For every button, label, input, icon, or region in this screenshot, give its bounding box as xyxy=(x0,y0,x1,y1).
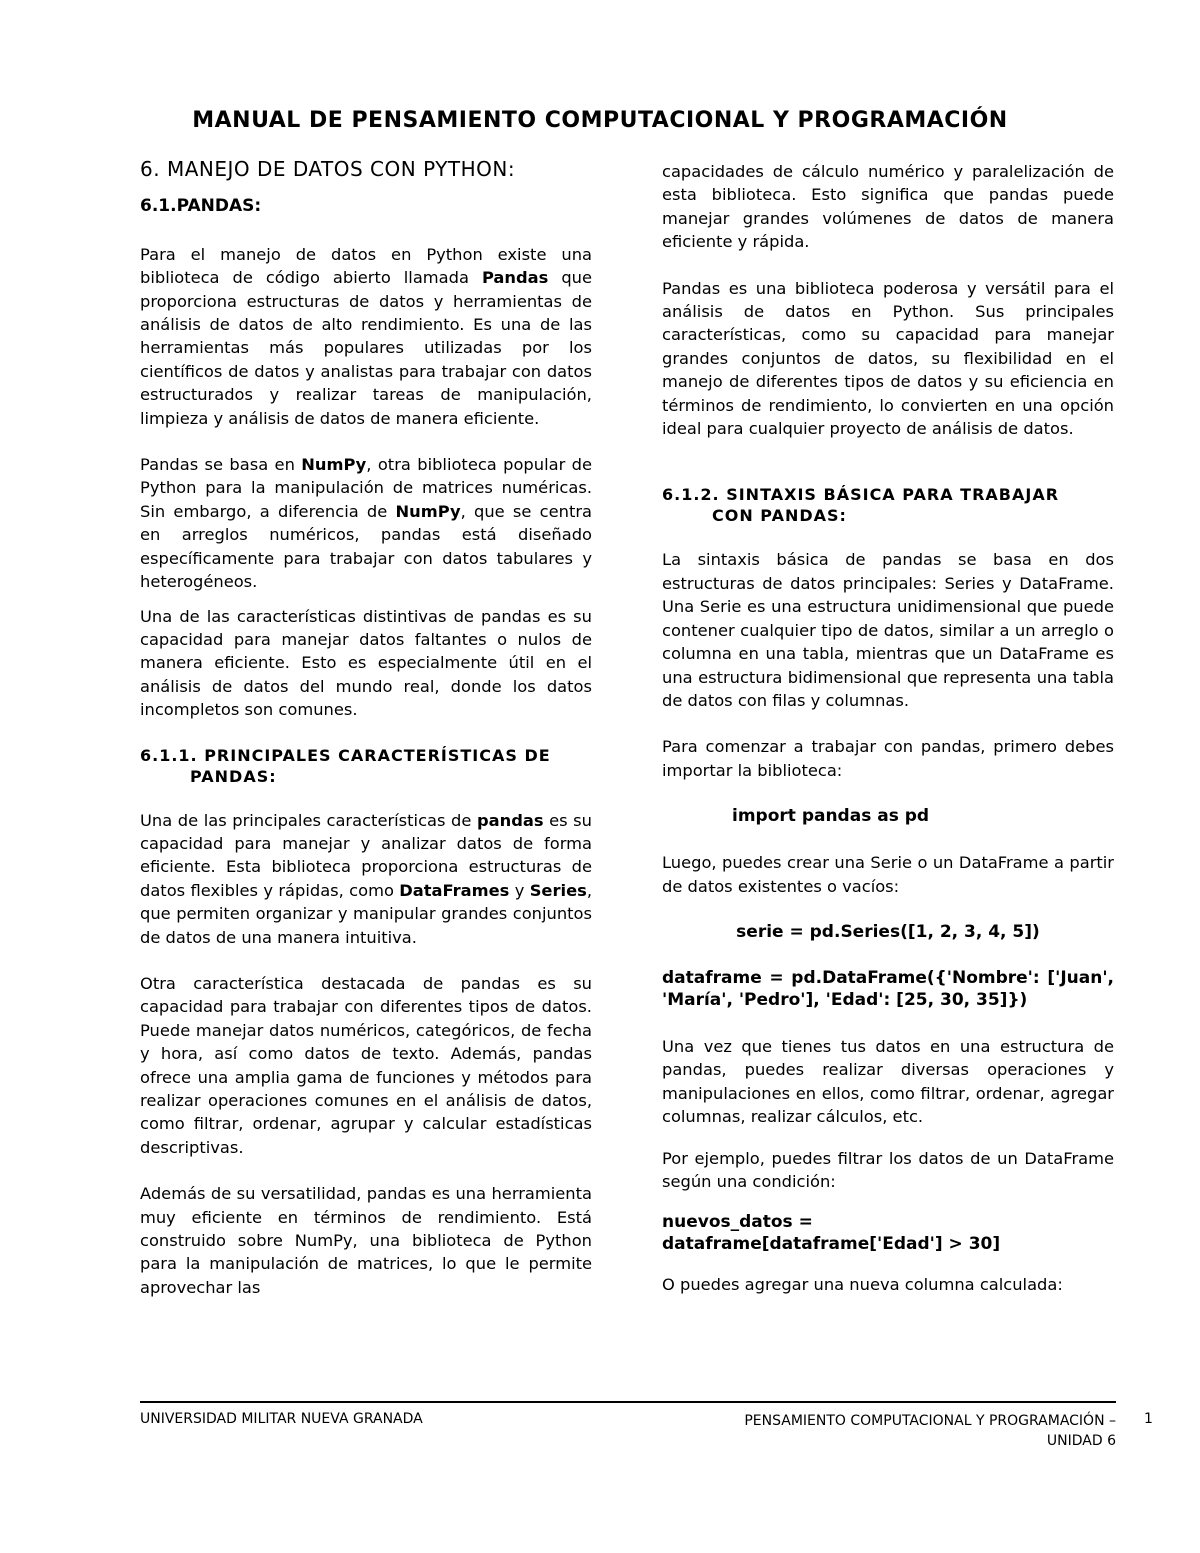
footer-divider xyxy=(140,1401,1116,1403)
paragraph-capacity: capacidades de cálculo numérico y paralelización de esta biblioteca. Esto significa que pandas puede manejar grandes volúmenes de datos de manera eficiente y rápida. xyxy=(662,162,1114,252)
text-run: Pandas se basa en xyxy=(140,455,302,475)
subsection-heading xyxy=(662,484,1114,526)
bold-term-pandas: Pandas xyxy=(481,268,549,288)
subsection-line: PANDAS: xyxy=(190,766,277,786)
text-run: y xyxy=(509,880,530,900)
code-dataframe: dataframe = pd.DataFrame({'Nombre': ['Juan', 'María', 'Pedro'], 'Edad': [25, 30, 35]}) xyxy=(662,967,1114,1010)
bold-term-dataframes: DataFrames xyxy=(399,880,510,900)
paragraph-filter: Por ejemplo, puedes filtrar los datos de un DataFrame según una condición: xyxy=(662,1148,1114,1191)
document-title: MANUAL DE PENSAMIENTO COMPUTACIONAL Y PROGRAMACIÓN xyxy=(192,108,1008,133)
page-number: 1 xyxy=(1144,1411,1153,1427)
code-import: import pandas as pd xyxy=(732,806,930,827)
section-heading: 6.1.PANDAS: xyxy=(140,196,262,217)
paragraph-performance: Además de su versatilidad, pandas es una herramienta muy eficiente en términos de rendimiento. Está construido sobre NumPy, una biblioteca de Python para la manipulación de matrices, lo que le permite aprovechar las xyxy=(140,1184,592,1297)
paragraph-missing-data: Una de las características distintivas de pandas es su capacidad para manejar datos faltantes o nulos de manera eficiente. Esto es especialmente útil en el análisis de datos del mundo real, donde los datos incompletos son comunes. xyxy=(140,606,592,720)
paragraph-create: Luego, puedes crear una Serie o un DataFrame a partir de datos existentes o vacíos: xyxy=(662,853,1114,896)
paragraph-import: Para comenzar a trabajar con pandas, primero debes importar la biblioteca: xyxy=(662,737,1114,780)
right-column xyxy=(662,160,1114,1308)
paragraph-syntax: La sintaxis básica de pandas se basa en dos estructuras de datos principales: Series y DataFrame. Una Serie es una estructura unidimensional que puede contener cualquier tipo de datos, similar a un arreglo o columna en una tabla, mientras que un DataFrame es una estructura bidimensional que representa una tabla de datos con filas y columnas. xyxy=(662,550,1114,710)
subsection-line: 6.1.1. PRINCIPALES CARACTERÍSTICAS DE xyxy=(140,745,551,765)
footer-unit: UNIDAD 6 xyxy=(1046,1433,1116,1449)
paragraph-add-column: O puedes agregar una nueva columna calculada: xyxy=(662,1275,1063,1295)
paragraph-operations: Una vez que tienes tus datos en una estructura de pandas, puedes realizar diversas operaciones y manipulaciones en ellos, como filtrar, ordenar, agregar columnas, realizar cálculos, etc. xyxy=(662,1036,1114,1127)
code-series: serie = pd.Series([1, 2, 3, 4, 5]) xyxy=(736,921,1040,942)
paragraph-summary: Pandas es una biblioteca poderosa y versátil para el análisis de datos en Python. Sus principales características, como su capacidad para manejar grandes conjuntos de datos, su flexibilidad en el manejo de diferentes tipos de datos y su eficiencia en términos de rendimiento, lo convierten en una opción ideal para cualquier proyecto de análisis de datos. xyxy=(662,278,1114,439)
bold-term-series: Series xyxy=(529,880,587,900)
paragraph-numpy xyxy=(140,453,592,593)
paragraph-features xyxy=(140,809,592,949)
text-run: que proporciona estructuras de datos y herramientas de análisis de datos de alto rendimiento. Es una de las herramientas más populares utilizadas por los científicos de datos y analistas para trabajar con datos estructurados y realizar tareas de manipulación, limpieza y análisis de datos de manera eficiente. xyxy=(140,268,592,428)
text-run: , que se centra en arreglos numéricos, pandas está diseñado específicamente para trabajar con datos tabulares y heterogéneos. xyxy=(140,501,593,592)
text-run: es su capacidad para manejar y analizar datos de forma eficiente. Esta biblioteca proporciona estructuras de datos flexibles y rápidas, como xyxy=(140,810,592,900)
paragraph-intro xyxy=(140,243,592,430)
bold-term-numpy: NumPy xyxy=(301,455,367,475)
bold-term-pandas: pandas xyxy=(476,810,544,830)
text-run: Una de las principales características de xyxy=(140,810,477,830)
footer-course xyxy=(690,1411,1116,1451)
footer-university: UNIVERSIDAD MILITAR NUEVA GRANADA xyxy=(140,1411,423,1427)
text-run: , que permiten organizar y manipular grandes conjuntos de datos de una manera intuitiva. xyxy=(140,880,592,947)
footer-course-line: PENSAMIENTO COMPUTACIONAL Y PROGRAMACIÓN – xyxy=(744,1413,1116,1429)
subsection-heading xyxy=(140,745,592,787)
left-column xyxy=(140,158,592,1310)
subsection-line: 6.1.2. SINTAXIS BÁSICA PARA TRABAJAR xyxy=(662,485,1060,505)
bold-term-numpy: NumPy xyxy=(395,501,461,521)
code-line: dataframe[dataframe['Edad'] > 30] xyxy=(662,1234,1001,1255)
subsection-line: CON PANDAS: xyxy=(712,506,847,526)
text-run: Para el manejo de datos en Python existe una biblioteca de código abierto llamada xyxy=(140,244,592,288)
chapter-heading: 6. MANEJO DE DATOS CON PYTHON: xyxy=(140,157,516,181)
paragraph-data-types: Otra característica destacada de pandas es su capacidad para trabajar con diferentes tipos de datos. Puede manejar datos numéricos, categóricos, de fecha y hora, así como datos de texto. Además, pandas ofrece una amplia gama de funciones y métodos para realizar operaciones comunes en el análisis de datos, como filtrar, ordenar, agrupar y calcular estadísticas descriptivas. xyxy=(140,973,592,1157)
text-run: , otra biblioteca popular de Python para la manipulación de matrices numéricas. Sin embargo, a diferencia de xyxy=(140,455,592,521)
code-line: nuevos_datos = xyxy=(662,1212,813,1233)
code-filter xyxy=(662,1211,1114,1255)
